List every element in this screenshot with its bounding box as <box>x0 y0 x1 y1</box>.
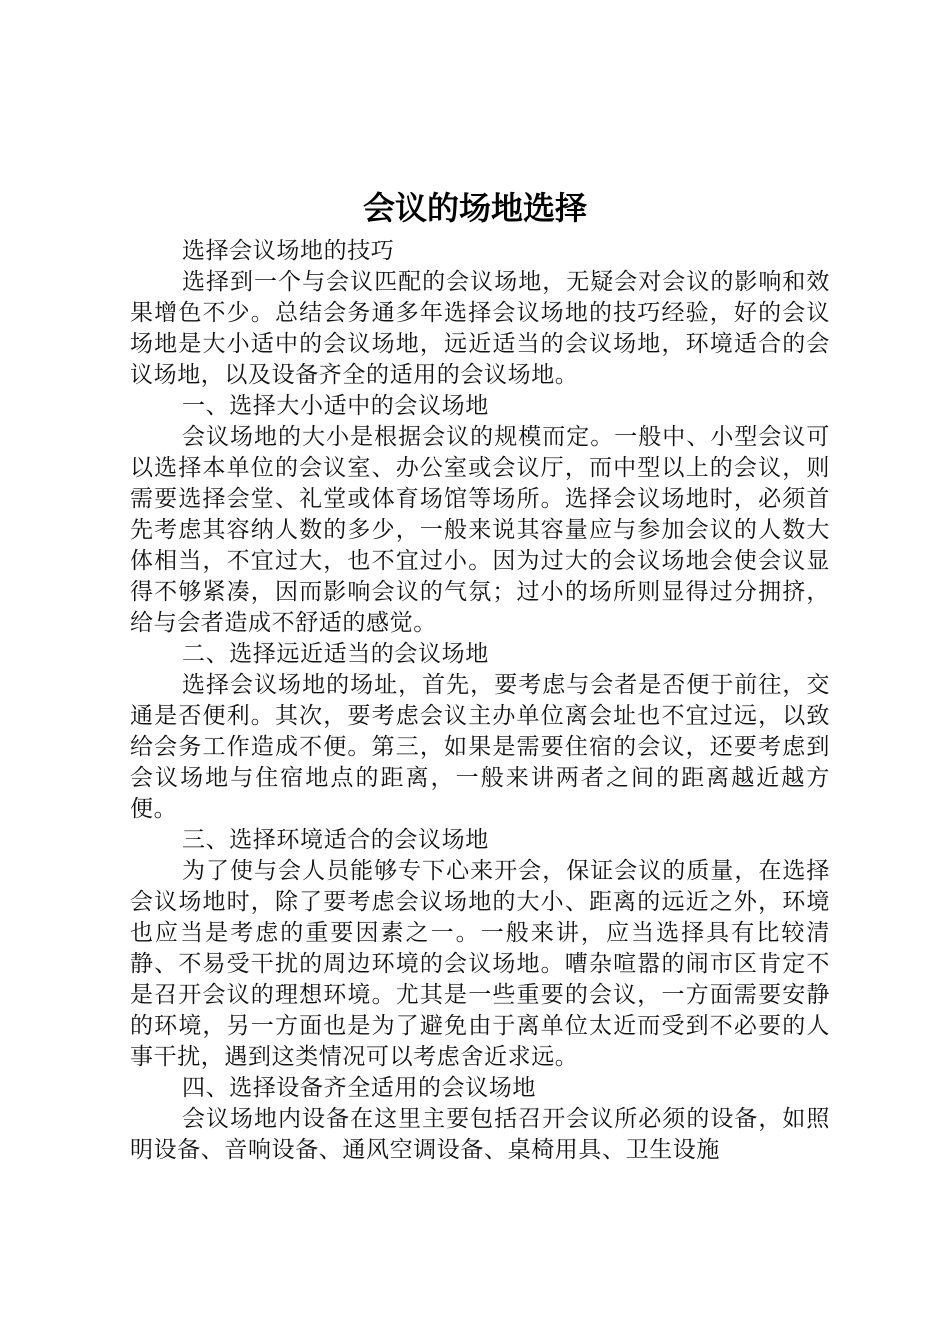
section-heading: 三、选择环境适合的会议场地 <box>182 827 489 853</box>
section-heading: 一、选择大小适中的会议场地 <box>182 393 489 419</box>
paragraph: 为了使与会人员能够专下心来开会，保证会议的质量，在选择会议场地时，除了要考虑会议场地的大小、距离的远近之外，环境也应当是考虑的重要因素之一。一般来讲，应当选择具有比较清静、不易受干扰的周边环境的会议场地。嘈杂喧嚣的闹市区肯定不是召开会议的理想环境。尤其是一些重要的会议，一方面需要安静的环境，另一方面也是为了避免由于离单位太近而受到不必要的人事干扰，遇到这类情况可以考虑舍近求远。 <box>130 858 830 1070</box>
document-title: 会议的场地选择 <box>362 189 587 227</box>
section-heading: 四、选择设备齐全适用的会议场地 <box>182 1075 536 1101</box>
paragraph: 选择会议场地的场址，首先，要考虑与会者是否便于前往，交通是否便利。其次，要考虑会议主办单位离会址也不宜过远，以致给会务工作造成不便。第三，如果是需要住宿的会议，还要考虑到会议场地与住宿地点的距离，一般来讲两者之间的距离越近越方便。 <box>130 672 830 822</box>
document-body <box>130 236 830 1166</box>
paragraph: 选择到一个与会议匹配的会议场地，无疑会对会议的影响和效果增色不少。总结会务通多年选择会议场地的技巧经验，好的会议场地是大小适中的会议场地，远近适当的会议场地，环境适合的会议场地，以及设备齐全的适用的会议场地。 <box>130 269 830 388</box>
paragraph: 会议场地内设备在这里主要包括召开会议所必须的设备，如照明设备、音响设备、通风空调设备、桌椅用具、卫生设施 <box>130 1106 830 1163</box>
paragraph: 会议场地的大小是根据会议的规模而定。一般中、小型会议可以选择本单位的会议室、办公室或会议厅，而中型以上的会议，则需要选择会堂、礼堂或体育场馆等场所。选择会议场地时，必须首先考虑其容纳人数的多少，一般来说其容量应与参加会议的人数大体相当，不宜过大，也不宜过小。因为过大的会议场地会使会议显得不够紧凑，因而影响会议的气氛；过小的场所则显得过分拥挤，给与会者造成不舒适的感觉。 <box>130 424 830 636</box>
section-heading: 二、选择远近适当的会议场地 <box>182 641 489 667</box>
section-heading: 选择会议场地的技巧 <box>182 238 395 264</box>
